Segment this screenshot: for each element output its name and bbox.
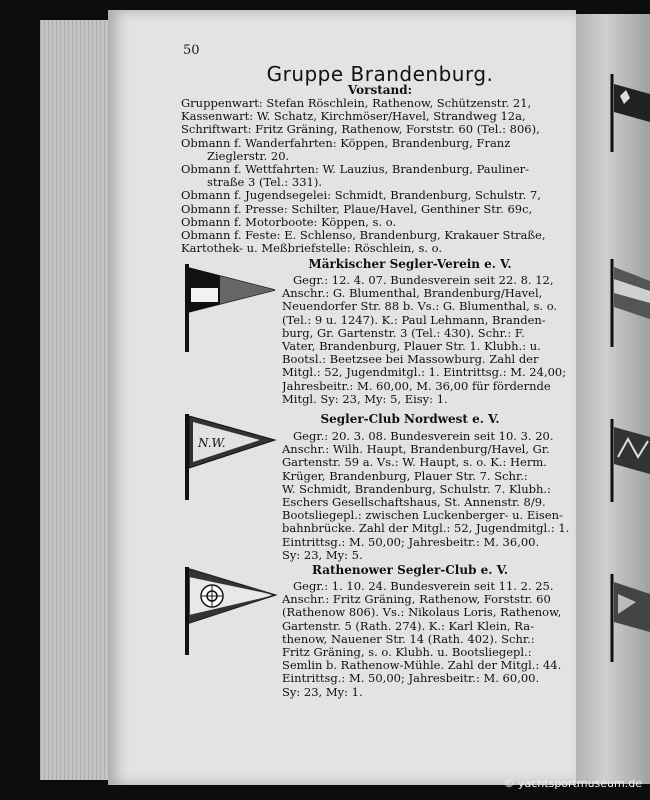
club-name: Märkischer Segler-Verein e. V. <box>308 257 512 271</box>
facing-page-flag-4 <box>606 574 650 664</box>
club-pennant-nordwest <box>180 412 280 502</box>
club-entry-line: Neuendorfer Str. 88 b. Vs.: G. Blumenthal, s. o. <box>282 300 558 314</box>
club-entry-line: Bootsl.: Beetzsee bei Massowburg. Zahl der <box>282 353 539 367</box>
club-entry-line: Sy: 23, My: 5. <box>282 548 363 562</box>
vorstand-line: Kassenwart: W. Schatz, Kirchmöser/Havel, Strandweg 12a, <box>181 110 526 124</box>
vorstand-list <box>181 97 573 255</box>
club-entry-line: Eschers Gesellschaftshaus, St. Annenstr. 8/9. <box>282 496 546 510</box>
club-entry-body <box>282 580 572 699</box>
page-title: Gruppe Brandenburg. <box>266 62 494 86</box>
club-name: Segler-Club Nordwest e. V. <box>320 412 500 426</box>
club-entry-line: Vater, Brandenburg, Plauer Str. 1. Klubh.: u. <box>282 340 541 354</box>
facing-page-flag-3 <box>606 419 650 504</box>
book-page-edges <box>40 20 115 780</box>
vorstand-line: Obmann f. Jugendsegelei: Schmidt, Brandenburg, Schulstr. 7, <box>181 189 541 203</box>
vorstand-line: Obmann f. Feste: E. Schlenso, Brandenburg, Krakauer Straße, <box>181 229 546 243</box>
club-entry-line: W. Schmidt, Brandenburg, Schulstr. 7. Klubh.: <box>282 482 551 496</box>
club-entry-line: Gegr.: 12. 4. 07. Bundesverein seit 22. 8. 12, <box>293 274 554 287</box>
vorstand-line: Obmann f. Wanderfahrten: Köppen, Brandenburg, Franz <box>181 136 511 150</box>
facing-page-flag-2 <box>606 259 650 349</box>
club-entry-line: Eintrittsg.: M. 50,00; Jahresbeitr.: M. 60,00. <box>282 672 540 686</box>
vorstand-line: Zieglerstr. 20. <box>207 149 290 163</box>
club-entry-body <box>282 274 572 406</box>
vorstand-line: Schriftwart: Fritz Gräning, Rathenow, Forststr. 60 (Tel.: 806), <box>181 123 540 137</box>
club-entry-line: Mitgl.: 52, Jugendmitgl.: 1. Eintrittsg.: M. 24,00; <box>282 366 567 380</box>
club-name: Rathenower Segler-Club e. V. <box>311 563 509 577</box>
club-entry-line: Gartenstr. 59 a. Vs.: W. Haupt, s. o. K.: Herm. <box>282 456 547 470</box>
facing-page <box>576 14 650 784</box>
club-entry-line: Bootsliegepl.: zwischen Luckenberger- u. Eisen- <box>282 509 563 523</box>
club-entry-line: Krüger, Brandenburg, Plauer Str. 7. Schr.: <box>282 469 528 483</box>
club-entry-line: Jahresbeitr.: M. 60,00, M. 36,00 für fördernde <box>282 379 551 393</box>
club-entry-line: Eintrittsg.: M. 50,00; Jahresbeitr.: M. 36,00. <box>282 535 540 549</box>
vorstand-line: Obmann f. Motorboote: Köppen, s. o. <box>181 215 397 229</box>
vorstand-line: Gruppenwart: Stefan Röschlein, Rathenow, Schützenstr. 21, <box>181 97 532 110</box>
vorstand-line: Kartothek- u. Meßbriefstelle: Röschlein, s. o. <box>181 242 443 256</box>
watermark: © yachtsportmuseum.de <box>503 777 642 790</box>
club-entry-line: Anschr.: Wilh. Haupt, Brandenburg/Havel, Gr. <box>282 443 550 457</box>
club-entry-line: burg, Gr. Gartenstr. 3 (Tel.: 430). Schr.: F. <box>282 326 525 340</box>
club-entry-line: Anschr.: Fritz Gräning, Rathenow, Forststr. 60 <box>282 593 551 607</box>
club-entry-line: (Tel.: 9 u. 1247). K.: Paul Lehmann, Branden- <box>282 313 546 327</box>
club-entry-line: Anschr.: G. Blumenthal, Brandenburg/Havel, <box>282 287 543 301</box>
club-pennant-rathenow <box>180 565 280 657</box>
club-entry-line: bahnbrücke. Zahl der Mitgl.: 52, Jugendmitgl.: 1. <box>282 522 570 536</box>
vorstand-line: Obmann f. Wettfahrten: W. Lauzius, Brandenburg, Pauliner- <box>181 163 530 177</box>
club-entry-line: Gartenstr. 5 (Rath. 274). K.: Karl Klein, Ra- <box>282 619 534 633</box>
club-entry-line: thenow, Nauener Str. 14 (Rath. 402). Schr.: <box>282 632 535 646</box>
pennant-text: N.W. <box>198 436 226 450</box>
club-entry-line: Semlin b. Rathenow-Mühle. Zahl der Mitgl.: 44. <box>282 659 562 673</box>
vorstand-line: straße 3 (Tel.: 331). <box>207 176 323 190</box>
vorstand-line: Obmann f. Presse: Schilter, Plaue/Havel, Genthiner Str. 69c, <box>181 202 533 216</box>
club-pennant-maerkischer <box>180 262 280 354</box>
club-entry-line: Mitgl. Sy: 23, My: 5, Eisy: 1. <box>282 392 448 406</box>
club-entry-line: Gegr.: 20. 3. 08. Bundesverein seit 10. 3. 20. <box>293 430 554 443</box>
club-entry-line: Fritz Gräning, s. o. Klubh. u. Bootsliegepl.: <box>282 646 532 660</box>
vorstand-heading: Vorstand: <box>347 83 413 97</box>
club-entry-line: Gegr.: 1. 10. 24. Bundesverein seit 11. 2. 25. <box>293 580 554 593</box>
club-entry-line: (Rathenow 806). Vs.: Nikolaus Loris, Rathenow, <box>282 606 562 620</box>
facing-page-flag-1 <box>606 74 650 154</box>
page-number: 50 <box>183 43 200 58</box>
club-entry-line: Sy: 23, My: 1. <box>282 685 363 699</box>
club-entry-body <box>282 430 572 562</box>
